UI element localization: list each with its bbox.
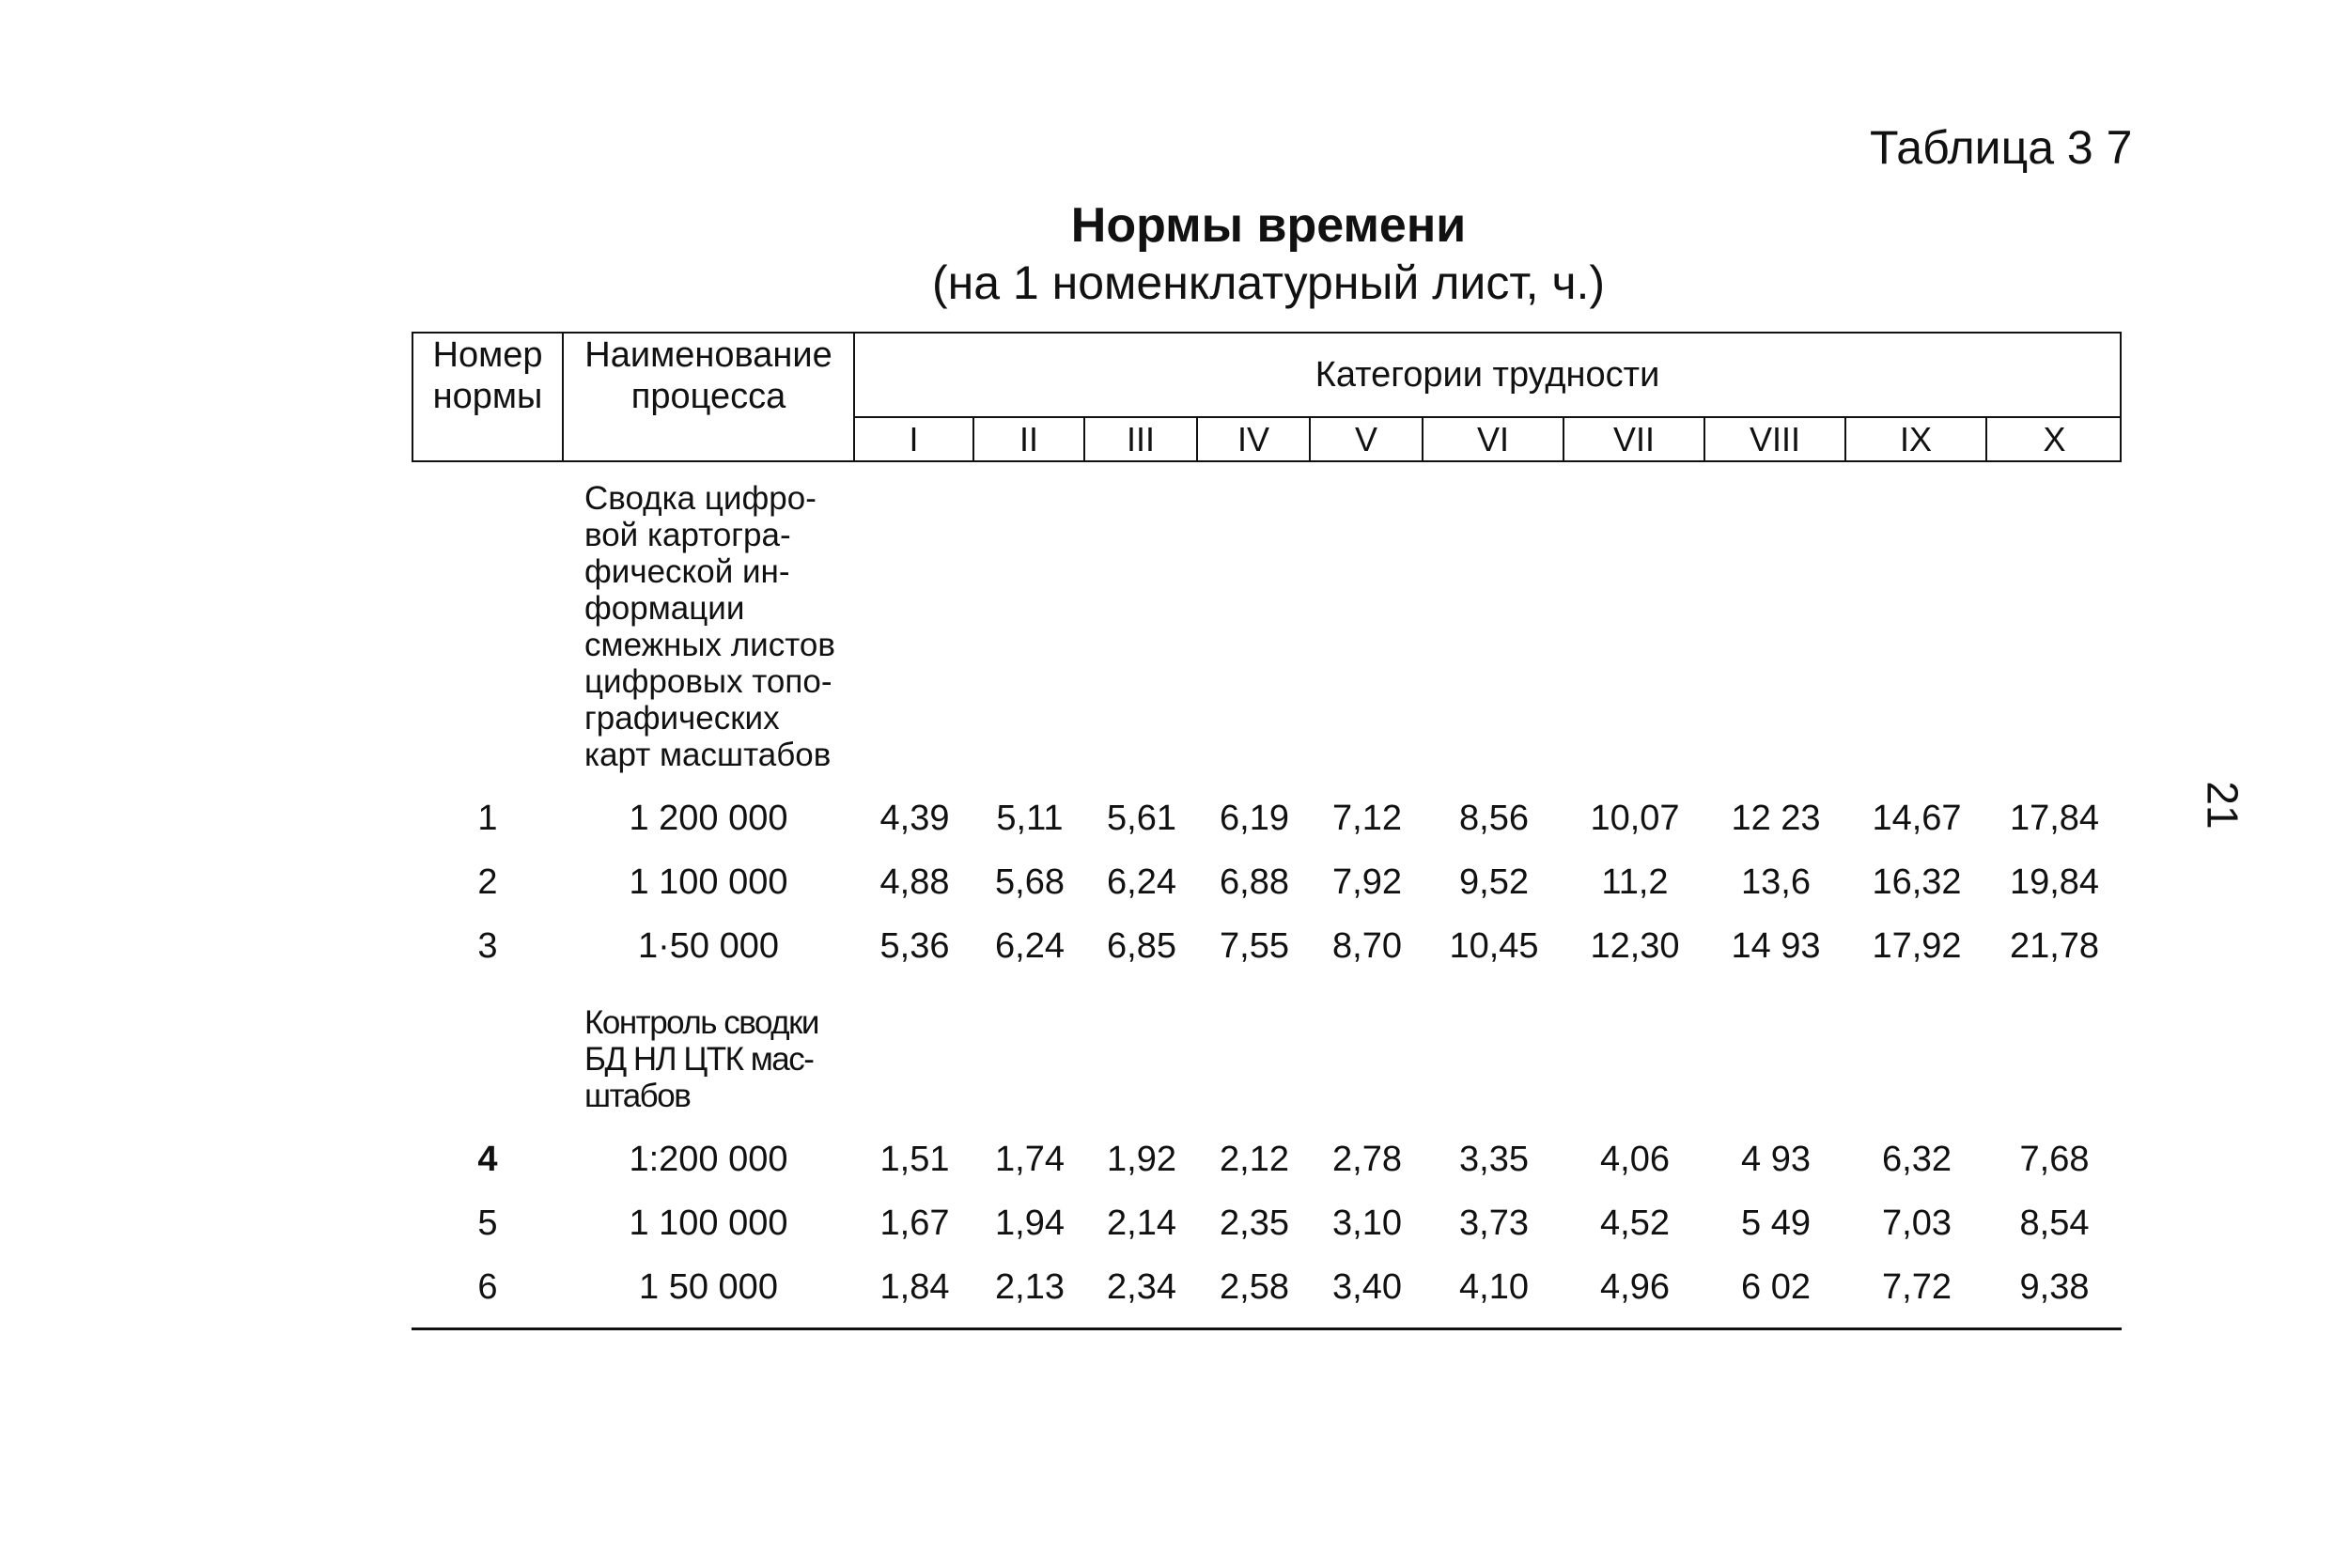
- value-cat-2: 5,68: [995, 862, 1065, 902]
- value-cat-8: 5 49: [1741, 1203, 1811, 1243]
- scale: 1 50 000: [639, 1267, 778, 1307]
- norm-number: 4: [477, 1140, 498, 1179]
- value-cat-4: 6,88: [1220, 862, 1289, 902]
- value-cat-4: 6,19: [1220, 799, 1289, 838]
- value-cat-1: 1,51: [879, 1140, 950, 1179]
- value-cat-3: 2,14: [1107, 1203, 1176, 1243]
- group-title: Контроль сводки БД НЛ ЦТК мас- штабов: [584, 1004, 818, 1114]
- value-cat-6: 4,10: [1459, 1267, 1529, 1307]
- value-cat-4: 7,55: [1220, 926, 1289, 966]
- value-cat-8: 4 93: [1741, 1140, 1811, 1179]
- value-cat-10: 9,38: [2019, 1267, 2090, 1307]
- value-cat-7: 11,2: [1601, 862, 1669, 902]
- value-cat-4: 2,58: [1220, 1267, 1289, 1307]
- value-cat-1: 1,67: [879, 1203, 950, 1243]
- value-cat-3: 1,92: [1107, 1140, 1176, 1179]
- value-cat-5: 7,12: [1332, 799, 1402, 838]
- value-cat-3: 6,85: [1107, 926, 1176, 966]
- value-cat-10: 8,54: [2019, 1203, 2090, 1243]
- group-title: Сводка цифро- вой картогра- фической ин- формации смежных листов цифровых топо- графических карт масштабов: [584, 480, 835, 773]
- table-bottom-rule: [412, 1327, 2122, 1330]
- value-cat-9: 14,67: [1872, 799, 1962, 838]
- scale: 1 200 000: [629, 799, 788, 838]
- value-cat-6: 8,56: [1459, 799, 1529, 838]
- scale: 1·50 000: [637, 926, 779, 966]
- value-cat-6: 10,45: [1449, 926, 1539, 966]
- value-cat-7: 4,06: [1600, 1140, 1670, 1179]
- value-cat-9: 17,92: [1872, 926, 1962, 966]
- value-cat-2: 5,11: [996, 799, 1064, 838]
- value-cat-4: 2,35: [1220, 1203, 1289, 1243]
- table-subtitle: (на 1 номенклатурный лист, ч.): [931, 256, 1606, 309]
- value-cat-8: 6 02: [1741, 1267, 1811, 1307]
- norm-number: 3: [477, 926, 498, 966]
- norm-number: 2: [477, 862, 498, 902]
- value-cat-4: 2,12: [1220, 1140, 1289, 1179]
- table-label: Таблица 3 7: [1870, 121, 2133, 174]
- value-cat-10: 19,84: [2009, 862, 2100, 902]
- value-cat-10: 21,78: [2009, 926, 2100, 966]
- value-cat-9: 16,32: [1872, 862, 1962, 902]
- scale: 1:200 000: [629, 1140, 788, 1179]
- page-number: 21: [2198, 781, 2248, 830]
- category-col-6: VI: [1423, 418, 1564, 460]
- value-cat-5: 3,10: [1332, 1203, 1402, 1243]
- value-cat-6: 3,35: [1459, 1140, 1529, 1179]
- value-cat-3: 2,34: [1107, 1267, 1176, 1307]
- value-cat-5: 2,78: [1332, 1140, 1402, 1179]
- value-cat-9: 6,32: [1882, 1140, 1952, 1179]
- value-cat-3: 5,61: [1107, 799, 1176, 838]
- value-cat-10: 7,68: [2019, 1140, 2090, 1179]
- value-cat-5: 3,40: [1332, 1267, 1402, 1307]
- value-cat-5: 7,92: [1332, 862, 1402, 902]
- header-process-name: Наименование процесса: [584, 335, 832, 416]
- category-col-1: I: [855, 418, 974, 460]
- value-cat-3: 6,24: [1107, 862, 1176, 902]
- category-col-3: III: [1085, 418, 1198, 460]
- value-cat-10: 17,84: [2009, 799, 2100, 838]
- table-title: Нормы времени: [1070, 198, 1467, 253]
- value-cat-1: 5,36: [879, 926, 950, 966]
- value-cat-2: 1,74: [995, 1140, 1065, 1179]
- value-cat-9: 7,03: [1882, 1203, 1952, 1243]
- value-cat-1: 4,88: [879, 862, 950, 902]
- value-cat-7: 12,30: [1590, 926, 1680, 966]
- value-cat-7: 4,52: [1600, 1203, 1670, 1243]
- value-cat-9: 7,72: [1882, 1267, 1952, 1307]
- norm-number: 6: [477, 1267, 498, 1307]
- scale: 1 100 000: [629, 1203, 788, 1243]
- value-cat-2: 2,13: [995, 1267, 1065, 1307]
- norm-number: 1: [477, 799, 498, 838]
- header-norm-number: Номер нормы: [432, 335, 543, 416]
- value-cat-6: 9,52: [1459, 862, 1529, 902]
- value-cat-7: 4,96: [1600, 1267, 1670, 1307]
- value-cat-2: 6,24: [995, 926, 1065, 966]
- value-cat-1: 4,39: [879, 799, 950, 838]
- category-col-8: VIII: [1705, 418, 1846, 460]
- value-cat-7: 10,07: [1590, 799, 1680, 838]
- value-cat-8: 12 23: [1731, 799, 1821, 838]
- category-col-4: IV: [1198, 418, 1311, 460]
- scale: 1 100 000: [629, 862, 788, 902]
- value-cat-1: 1,84: [879, 1267, 950, 1307]
- header-categories: Категории трудности: [1315, 355, 1660, 395]
- category-col-7: VII: [1564, 418, 1705, 460]
- category-col-9: IX: [1846, 418, 1987, 460]
- value-cat-2: 1,94: [995, 1203, 1065, 1243]
- value-cat-5: 8,70: [1332, 926, 1402, 966]
- category-col-5: V: [1311, 418, 1423, 460]
- value-cat-8: 13,6: [1741, 862, 1811, 902]
- category-col-10: X: [2043, 420, 2066, 458]
- value-cat-6: 3,73: [1459, 1203, 1529, 1243]
- norm-number: 5: [477, 1203, 498, 1243]
- value-cat-8: 14 93: [1731, 926, 1821, 966]
- category-col-2: II: [974, 418, 1085, 460]
